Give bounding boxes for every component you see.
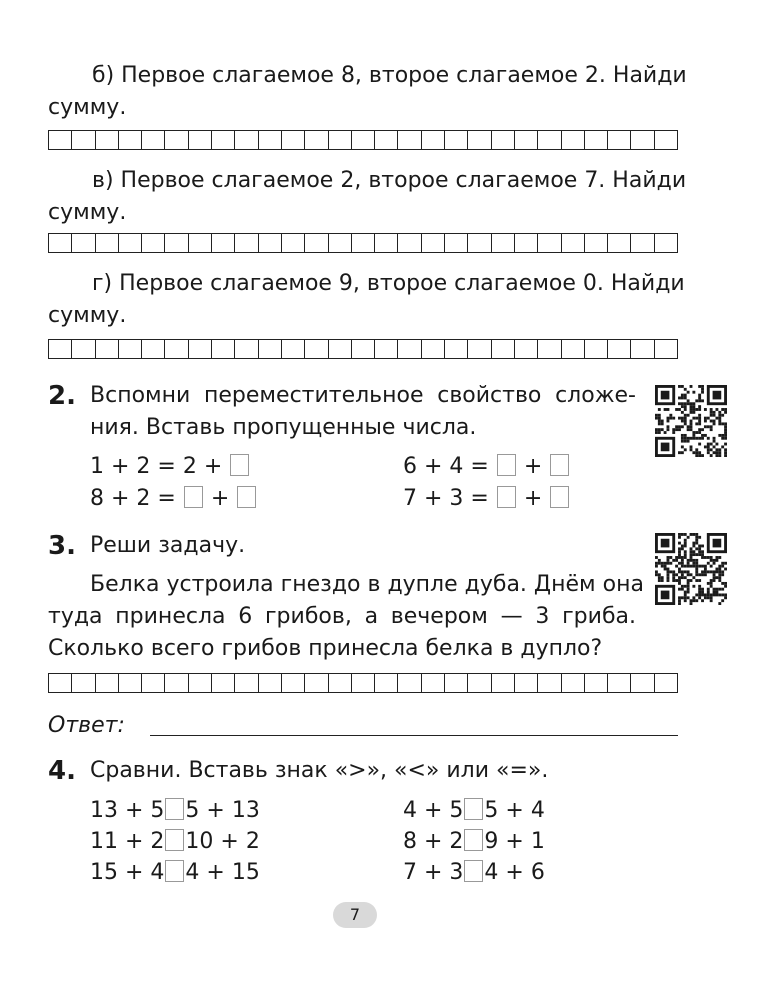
- compare-row: [403, 857, 545, 889]
- task2-line1: Вспомни переместительное свойство сложе-: [90, 383, 636, 408]
- eq3-text: 6 + 4 =: [403, 454, 489, 479]
- task1-b-line2: сумму.: [48, 95, 127, 120]
- eq2-box-a[interactable]: [184, 486, 203, 508]
- task1-g-line1: г) Первое слагаемое 9, второе слагаемое 0. Найди: [92, 271, 685, 296]
- task3-number: 3.: [48, 531, 76, 561]
- task3-title: Реши задачу.: [90, 533, 246, 558]
- compare-row: [90, 795, 260, 827]
- compare-right: 4 + 15: [185, 860, 260, 885]
- compare-left: 4 + 5: [403, 798, 464, 823]
- compare-right: 5 + 4: [484, 798, 545, 823]
- eq3-box-b[interactable]: [550, 454, 569, 476]
- answer-label: Ответ:: [48, 713, 125, 738]
- answer-grid-b[interactable]: [48, 130, 678, 150]
- task4-number: 4.: [48, 756, 76, 786]
- task3-line3: Сколько всего грибов принесла белка в дупло?: [48, 636, 603, 661]
- task1-b-line1: б) Первое слагаемое 8, второе слагаемое 2. Найди: [92, 63, 687, 88]
- compare-right: 4 + 6: [484, 860, 545, 885]
- answer-grid-g[interactable]: [48, 339, 678, 359]
- answer-grid-v[interactable]: [48, 233, 678, 253]
- compare-row: [90, 826, 260, 858]
- answer-line[interactable]: [150, 735, 678, 736]
- eq2-text: 8 + 2 =: [90, 486, 176, 511]
- answer-grid-task3[interactable]: [48, 673, 678, 693]
- task2-eq1: [90, 451, 250, 483]
- compare-left: 13 + 5: [90, 798, 165, 823]
- compare-box[interactable]: [165, 860, 184, 882]
- eq2-box-b[interactable]: [237, 486, 256, 508]
- eq4-text: 7 + 3 =: [403, 486, 489, 511]
- eq1-box[interactable]: [230, 454, 249, 476]
- eq3-box-a[interactable]: [497, 454, 516, 476]
- qr-code-icon: [655, 385, 727, 457]
- eq4-plus: +: [523, 486, 543, 511]
- task4-title: Сравни. Вставь знак «>», «<» или «=».: [90, 758, 549, 783]
- compare-left: 8 + 2: [403, 829, 464, 854]
- qr-code-icon: [655, 533, 727, 605]
- page-number: 7: [333, 902, 377, 928]
- compare-row: [403, 795, 545, 827]
- compare-row: [90, 857, 260, 889]
- compare-box[interactable]: [464, 860, 483, 882]
- task2-eq3: [403, 451, 570, 483]
- compare-right: 10 + 2: [185, 829, 260, 854]
- compare-right: 5 + 13: [185, 798, 260, 823]
- task1-g-line2: сумму.: [48, 303, 127, 328]
- task3-line1: Белка устроила гнездо в дупле дуба. Днём она: [90, 572, 644, 597]
- compare-left: 15 + 4: [90, 860, 165, 885]
- task2-number: 2.: [48, 381, 76, 411]
- compare-box[interactable]: [165, 829, 184, 851]
- task2-eq4: [403, 483, 570, 515]
- eq3-plus: +: [523, 454, 543, 479]
- eq4-box-b[interactable]: [550, 486, 569, 508]
- compare-box[interactable]: [464, 829, 483, 851]
- task1-v-line2: сумму.: [48, 200, 127, 225]
- task2-eq2: [90, 483, 257, 515]
- compare-left: 11 + 2: [90, 829, 165, 854]
- compare-row: [403, 826, 545, 858]
- task1-v-line1: в) Первое слагаемое 2, второе слагаемое 7. Найди: [92, 168, 687, 193]
- task3-line2: туда принесла 6 грибов, а вечером — 3 гриба.: [48, 604, 636, 629]
- eq4-box-a[interactable]: [497, 486, 516, 508]
- compare-box[interactable]: [464, 798, 483, 820]
- compare-right: 9 + 1: [484, 829, 545, 854]
- task2-line2: ния. Вставь пропущенные числа.: [90, 415, 477, 440]
- eq2-plus: +: [210, 486, 230, 511]
- compare-left: 7 + 3: [403, 860, 464, 885]
- compare-box[interactable]: [165, 798, 184, 820]
- eq1-text: 1 + 2 = 2 +: [90, 454, 223, 479]
